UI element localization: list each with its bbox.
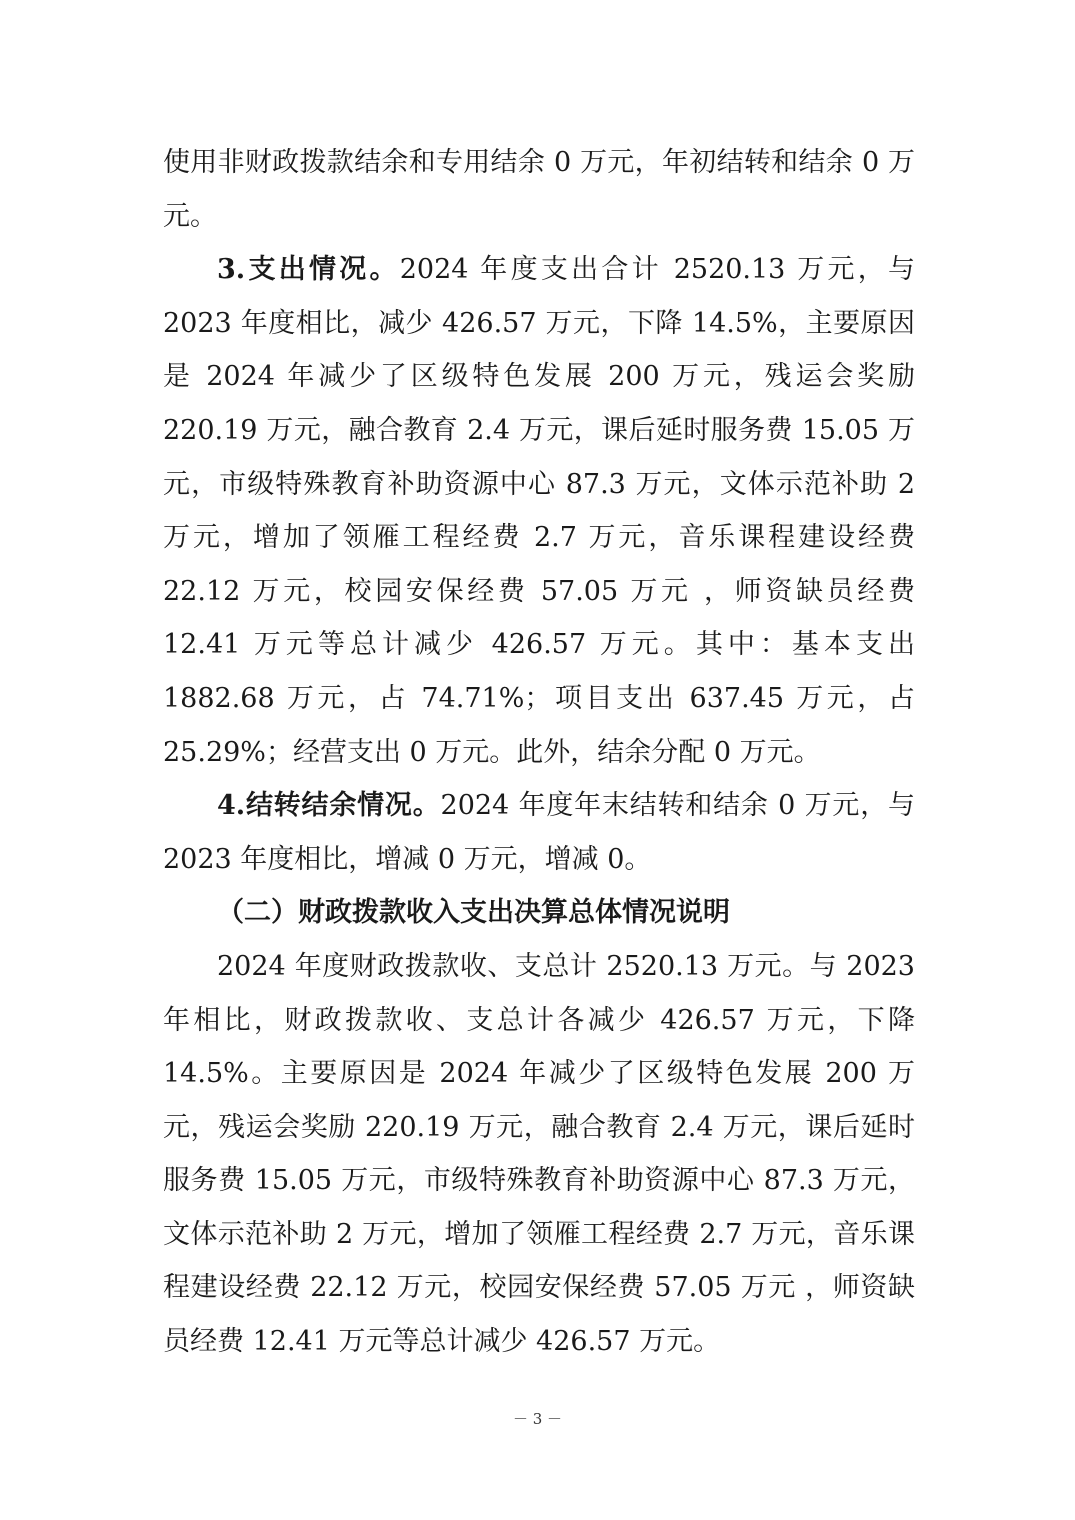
paragraph-lead-balance: 4.结转结余情况。: [217, 790, 441, 822]
paragraph-fiscal-summary: 2024 年度财政拨款收、支总计 2520.13 万元。与 2023 年相比，财政拨款收、支总计各减少 426.57 万元，下降 14.5%。主要原因是 2024 年减少了区级特色发展 200 万元，残运会奖励 220.19 万元，融合教育 2.4 万元，课后延时服务费 15.05 万元，市级特殊教育补助资源中心 87.3 万元，文体示范补助 2 万元，增加了领雁工程经费 2.7 万元，音乐课程建设经费 22.12 万元，校园安保经费 57.05 万元 ，师资缺员经费 12.41 万元等总计减少 426.57 万元。: [163, 950, 915, 1358]
paragraph-expenditure: [163, 243, 915, 779]
paragraph-text-balance: 2024 年度年末结转和结余 0 万元，与 2023 年度相比，增减 0 万元，增减 0。: [163, 790, 916, 875]
body-text: [163, 136, 915, 1369]
section-heading: （二）财政拨款收入支出决算总体情况说明: [217, 897, 730, 929]
paragraph-balance: [163, 779, 915, 886]
paragraph-lead-expenditure: 3.支出情况。: [217, 254, 400, 286]
page-number: － 3 －: [512, 1410, 563, 1428]
paragraph-carryover: 使用非财政拨款结余和专用结余 0 万元，年初结转和结余 0 万元。: [163, 147, 915, 232]
paragraph-text-expenditure: 2024 年度支出合计 2520.13 万元，与 2023 年度相比，减少 426.57 万元，下降 14.5%，主要原因是 2024 年减少了区级特色发展 200 万元，残运会奖励 220.19 万元，融合教育 2.4 万元，课后延时服务费 15.05 万元，市级特殊教育补助资源中心 87.3 万元，文体示范补助 2 万元，增加了领雁工程经费 2.7 万元，音乐课程建设经费 22.12 万元，校园安保经费 57.05 万元 ，师资缺员经费 12.41 万元等总计减少 426.57 万元。其中：基本支出 1882.68 万元，占 74.71%；项目支出 637.45 万元，占 25.29%；经营支出 0 万元。此外，结余分配 0 万元。: [163, 254, 915, 768]
